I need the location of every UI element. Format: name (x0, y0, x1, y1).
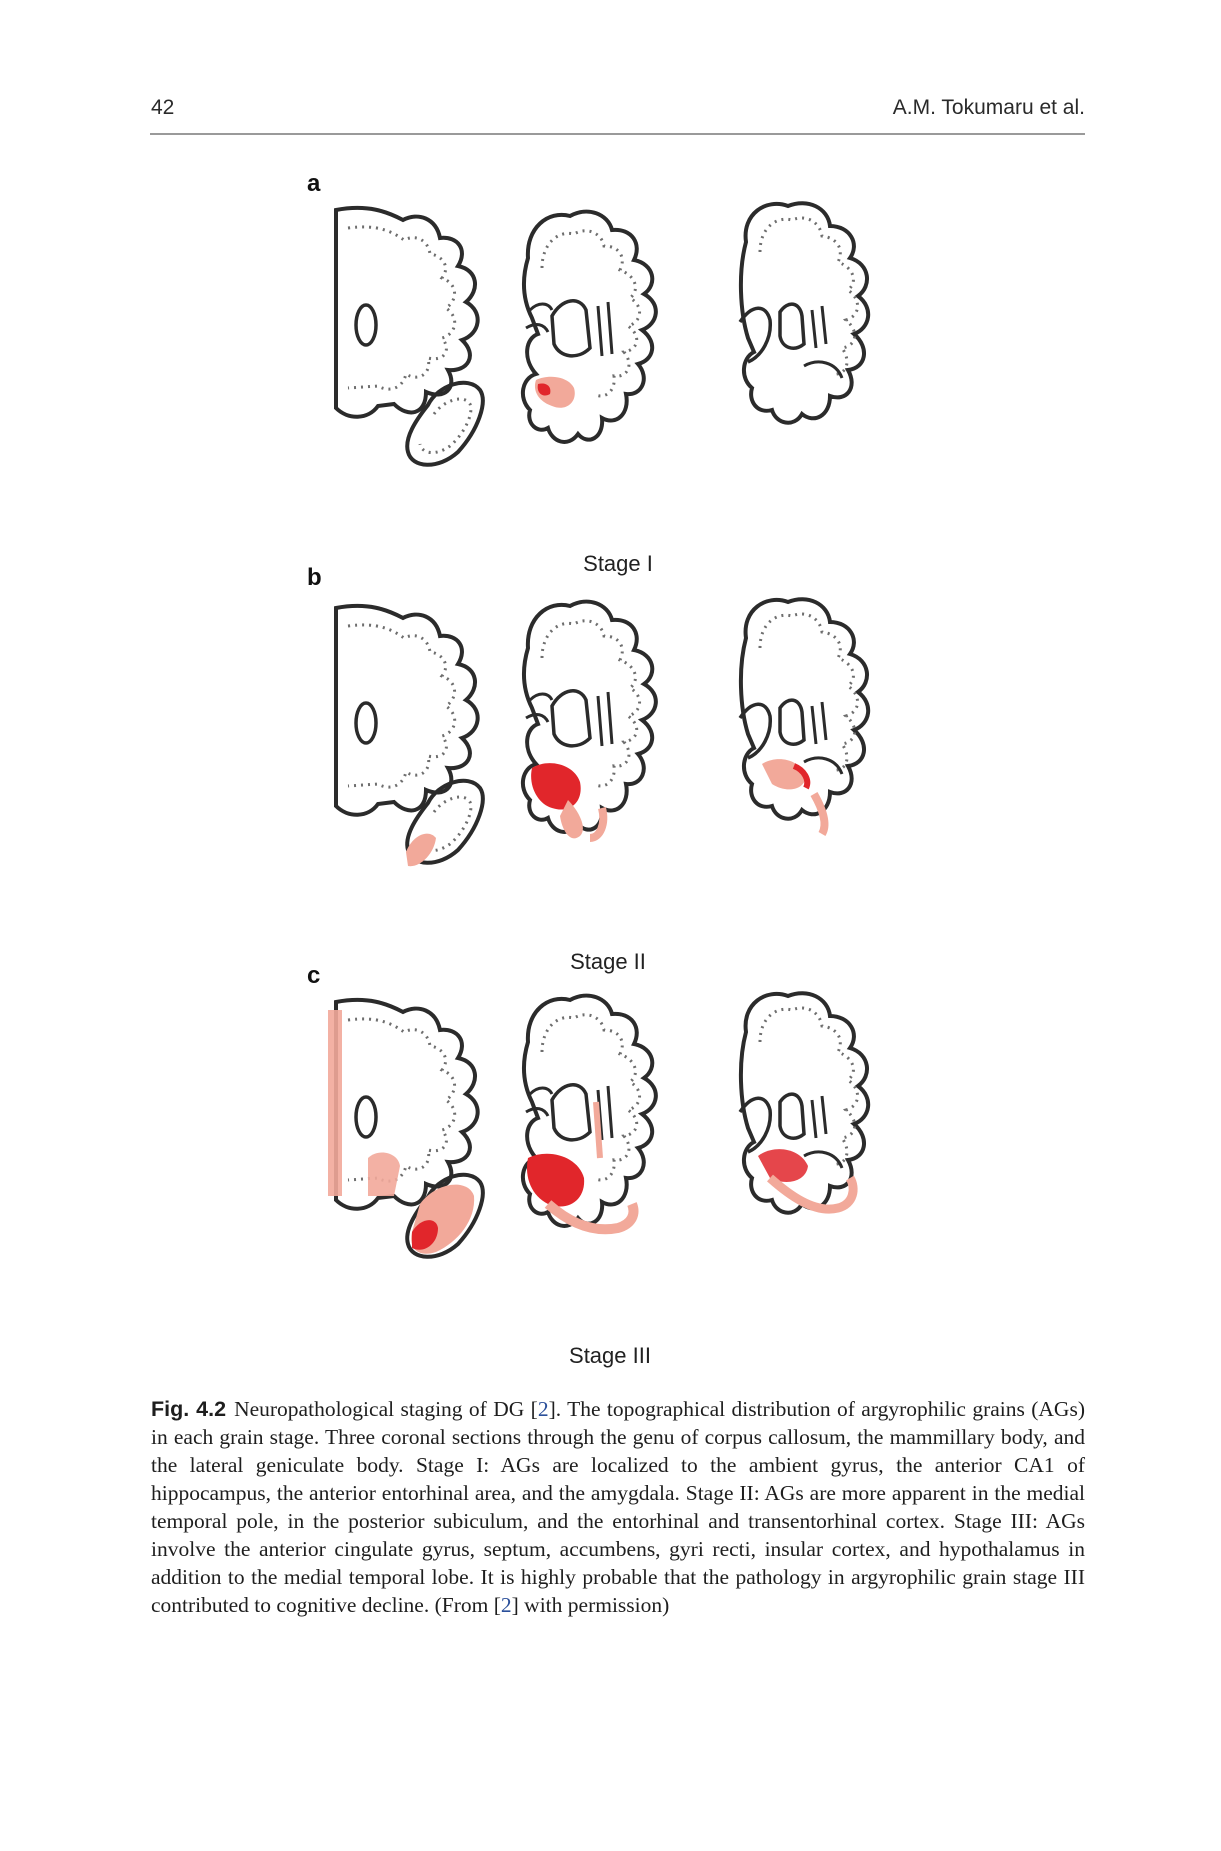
row-c-cingulate-lesion (328, 1010, 342, 1196)
caption-text-3: ] with permission) (511, 1593, 670, 1617)
row-c-insular-lesion (368, 1152, 400, 1196)
page-number: 42 (151, 96, 175, 119)
brain-sections-figure (290, 190, 950, 1340)
row-b-section-1 (336, 606, 483, 866)
caption-text-1: Neuropathological staging of DG [ (234, 1397, 538, 1421)
row-b-lesion-light-2 (590, 808, 603, 838)
row-b-lesion-light (762, 759, 806, 789)
running-head: A.M. Tokumaru et al. (892, 96, 1085, 119)
figure-label: Fig. 4.2 (151, 1397, 227, 1421)
row-b-lesion-dark (531, 763, 581, 809)
row-c-section-3 (740, 993, 868, 1212)
row-b-section-3 (740, 599, 868, 834)
row-c-hypothalamus-lesion (596, 1102, 600, 1158)
row-c-lesion-light (770, 1178, 853, 1209)
row-a-section-3 (740, 203, 868, 422)
citation-link[interactable]: 2 (500, 1593, 512, 1617)
stage-label-3: Stage III (569, 1343, 651, 1368)
panel-letter-a: a (307, 170, 321, 197)
panel-letter-b: b (307, 564, 322, 591)
row-c-lesion-dark (527, 1154, 584, 1207)
row-c-section-1 (328, 1000, 483, 1257)
panel-letter-c: c (307, 962, 321, 989)
row-c-section-2 (523, 996, 656, 1230)
row-a-section-2 (523, 212, 656, 442)
figure-caption (151, 1395, 1085, 1619)
row-b-section-2 (523, 602, 656, 839)
stage-label-2: Stage II (570, 949, 646, 974)
stage-label-1: Stage I (583, 551, 653, 576)
caption-text-2: ]. The topographical distribution of argyrophilic grains (AGs) in each grain stage. Three coronal sections through the genu of corpus callosum, the mammillary body, and the lateral geniculate body. Stage I: AGs are localized to the ambient gyrus, the anterior CA1 of hippocampus, the anterior entorhinal area, and the amygdala. Stage II: AGs are more apparent in the medial temporal pole, in the posterior subiculum, and the entorhinal and transentorhinal cortex. Stage III: AGs involve the anterior cingulate gyrus, septum, accumbens, gyri recti, insular cortex, and hypothalamus in addition to the medial temporal lobe. It is highly probable that the pathology in argyrophilic grain stage III contributed to cognitive decline. (From [ (151, 1397, 1085, 1617)
row-c-lesion-dark (758, 1149, 808, 1182)
citation-link[interactable]: 2 (537, 1397, 549, 1421)
row-a-section-1 (336, 208, 483, 465)
header-rule (150, 133, 1085, 135)
